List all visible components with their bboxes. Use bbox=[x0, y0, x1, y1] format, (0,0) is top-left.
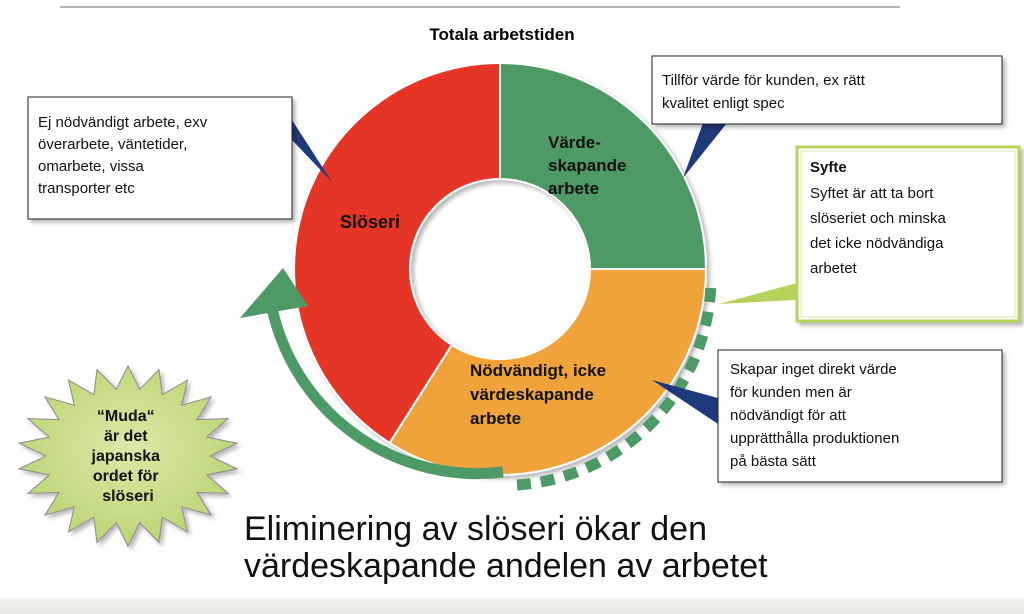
callout-pointer-syfte bbox=[719, 283, 797, 304]
tagline: Eliminering av slöseri ökar den värdeskapande andelen av arbetet bbox=[244, 510, 768, 585]
callout-text-sloseri: Ej nödvändigt arbete, exv överarbete, väntetider, omarbete, vissa transporter etc bbox=[38, 114, 208, 197]
callout-text-syfte: Syftet är att ta bort slöseriet och minska det icke nödvändiga arbetet bbox=[810, 185, 946, 277]
callout-heading-syfte: Syfte bbox=[810, 159, 847, 176]
bottom-band bbox=[0, 598, 1024, 614]
label-nodvandigt: Nödvändigt, icke värdeskapande arbete bbox=[470, 361, 607, 428]
starburst-text: “Muda“ är det japanska ordet för slöseri bbox=[91, 408, 161, 505]
callout-text-varde: Tillför värde för kunden, ex rätt kvalitet enligt spec bbox=[662, 72, 865, 112]
chart-title: Totala arbetstiden bbox=[429, 25, 575, 44]
callout-box-varde bbox=[652, 56, 1002, 124]
label-sloseri: Slöseri bbox=[340, 212, 401, 232]
label-vardeskapande: Värde- skapande arbete bbox=[548, 133, 627, 198]
callout-text-nodvandigt: Skapar inget direkt värde för kunden men är nödvändigt för att upprätthålla produktionen på bästa sätt bbox=[730, 361, 900, 470]
callout-pointer-varde bbox=[683, 123, 727, 178]
